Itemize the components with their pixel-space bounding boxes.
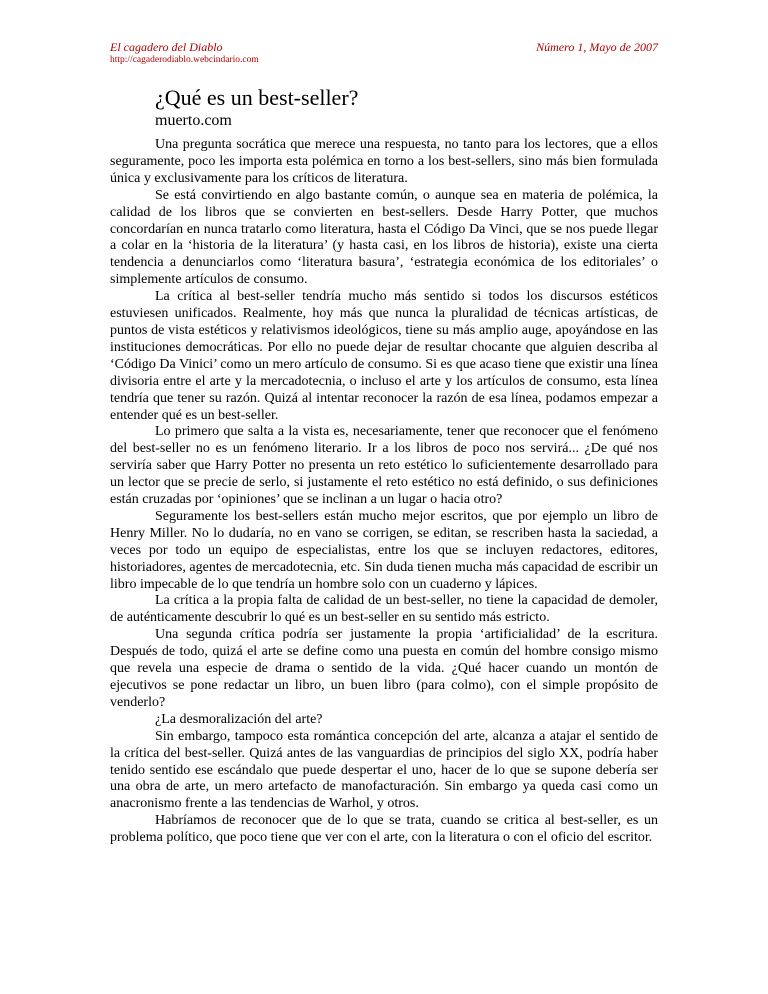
- paragraph: La crítica al best-seller tendría mucho más sentido si todos los discursos estéticos estuviesen unificados. Realmente, hoy más que nunca la pluralidad de técnicas artísticas, de puntos de vista estéticos y relativismos ideológicos, tiene su más amplio auge, apoyándose en las instituciones democráticas. Por ello no puede dejar de resultar chocante que alguien describa al ‘Código Da Vinici’ como un mero artículo de consumo. Si es que acaso tiene que existir una línea divisoria entre el arte y la mercadotecnia, o incluso el arte y los artículos de consumo, esta línea tendría que tener su razón. Quizá al intentar reconocer la razón de esa línea, podamos empezar a entender qué es un best-seller.: [110, 289, 658, 423]
- paragraph: Sin embargo, tampoco esta romántica concepción del arte, alcanza a atajar el sentido de la crítica del best-seller. Quizá antes de las vanguardias de principios del siglo XX, podría haber tenido sentido ese escándalo que puede despertar el uno, hacer de lo que se supone debería ser una obra de arte, un mero artefacto de manofacturación. Sin embargo ya queda casi como un anacronismo frente a las tendencias de Warhol, y otros.: [110, 728, 658, 812]
- article-heading: [155, 84, 655, 131]
- paragraph: ¿La desmoralización del arte?: [155, 711, 323, 727]
- publication-name: El cagadero del Diablo: [110, 40, 223, 54]
- paragraph: Se está convirtiendo en algo bastante común, o aunque sea en materia de polémica, la calidad de los libros que se convierten en best-sellers. Desde Harry Potter, que muchos concordarían en nunca tratarlo como literatura, hasta el Código Da Vinci, que se nos puede llegar a colar en la ‘historia de la literatura’ (y hasta casi, en los libros de historia), existe una cierta tendencia a denunciarlos como ‘literatura basura’, ‘estrategia económica de los editoriales’ o simplemente artículos de consumo.: [110, 187, 658, 288]
- page-header: [110, 40, 658, 70]
- paragraph: Habríamos de reconocer que de lo que se trata, cuando se critica al best-seller, es un problema político, que poco tiene que ver con el arte, con la literatura o con el oficio del escritor.: [110, 813, 658, 846]
- issue-info: Número 1, Mayo de 2007: [536, 40, 658, 54]
- article-body: [110, 137, 658, 847]
- paragraph: Seguramente los best-sellers están mucho mejor escritos, que por ejemplo un libro de Henry Miller. No lo dudaría, no en vano se corrigen, se editan, se rescriben hasta la saciedad, a veces por todo un equipo de especialistas, entre los que se incluyen redactores, editores, historiadores, agentes de mercadotecnia, etc. Sin duda tienen mucha más capacidad de escribir un libro impecable de lo que tendría un hombre solo con un cuaderno y lápices.: [110, 508, 658, 592]
- paragraph: Lo primero que salta a la vista es, necesariamente, tener que reconocer que el fenómeno del best-seller no es un fenómeno literario. Ir a los libros de poco nos servirá... ¿De qué nos serviría saber que Harry Potter no presenta un reto estético lo suficientemente desarrollado para un lector que se precie de serlo, si justamente el reto estético no está definido, o sus definiciones están cruzadas por ‘opiniones’ que se inclinan a un lugar o hacia otro?: [110, 424, 658, 508]
- paragraph: Una pregunta socrática que merece una respuesta, no tanto para los lectores, que a ellos seguramente, poco les importa esta polémica en torno a los best-sellers, sino más bien formulada única y exclusivamente para los críticos de literatura.: [110, 137, 658, 186]
- article-title: ¿Qué es un best-seller?: [155, 85, 359, 110]
- paragraph: La crítica a la propia falta de calidad de un best-seller, no tiene la capacidad de demoler, de auténticamente descubrir lo qué es un best-seller en su sentido más estricto.: [110, 593, 658, 626]
- publication-url[interactable]: http://cagaderodiablo.webcindario.com: [110, 55, 259, 65]
- paragraph: Una segunda crítica podría ser justamente la propia ‘artificialidad’ de la escritura. Después de todo, quizá el arte se define como una puesta en común del hombre consigo mismo que revela una especie de drama o sentido de la vida. ¿Qué hacer cuando un montón de ejecutivos se pone redactar un libro, un buen libro (para colmo), con el simple propósito de venderlo?: [110, 627, 658, 710]
- article-author: muerto.com: [155, 112, 232, 129]
